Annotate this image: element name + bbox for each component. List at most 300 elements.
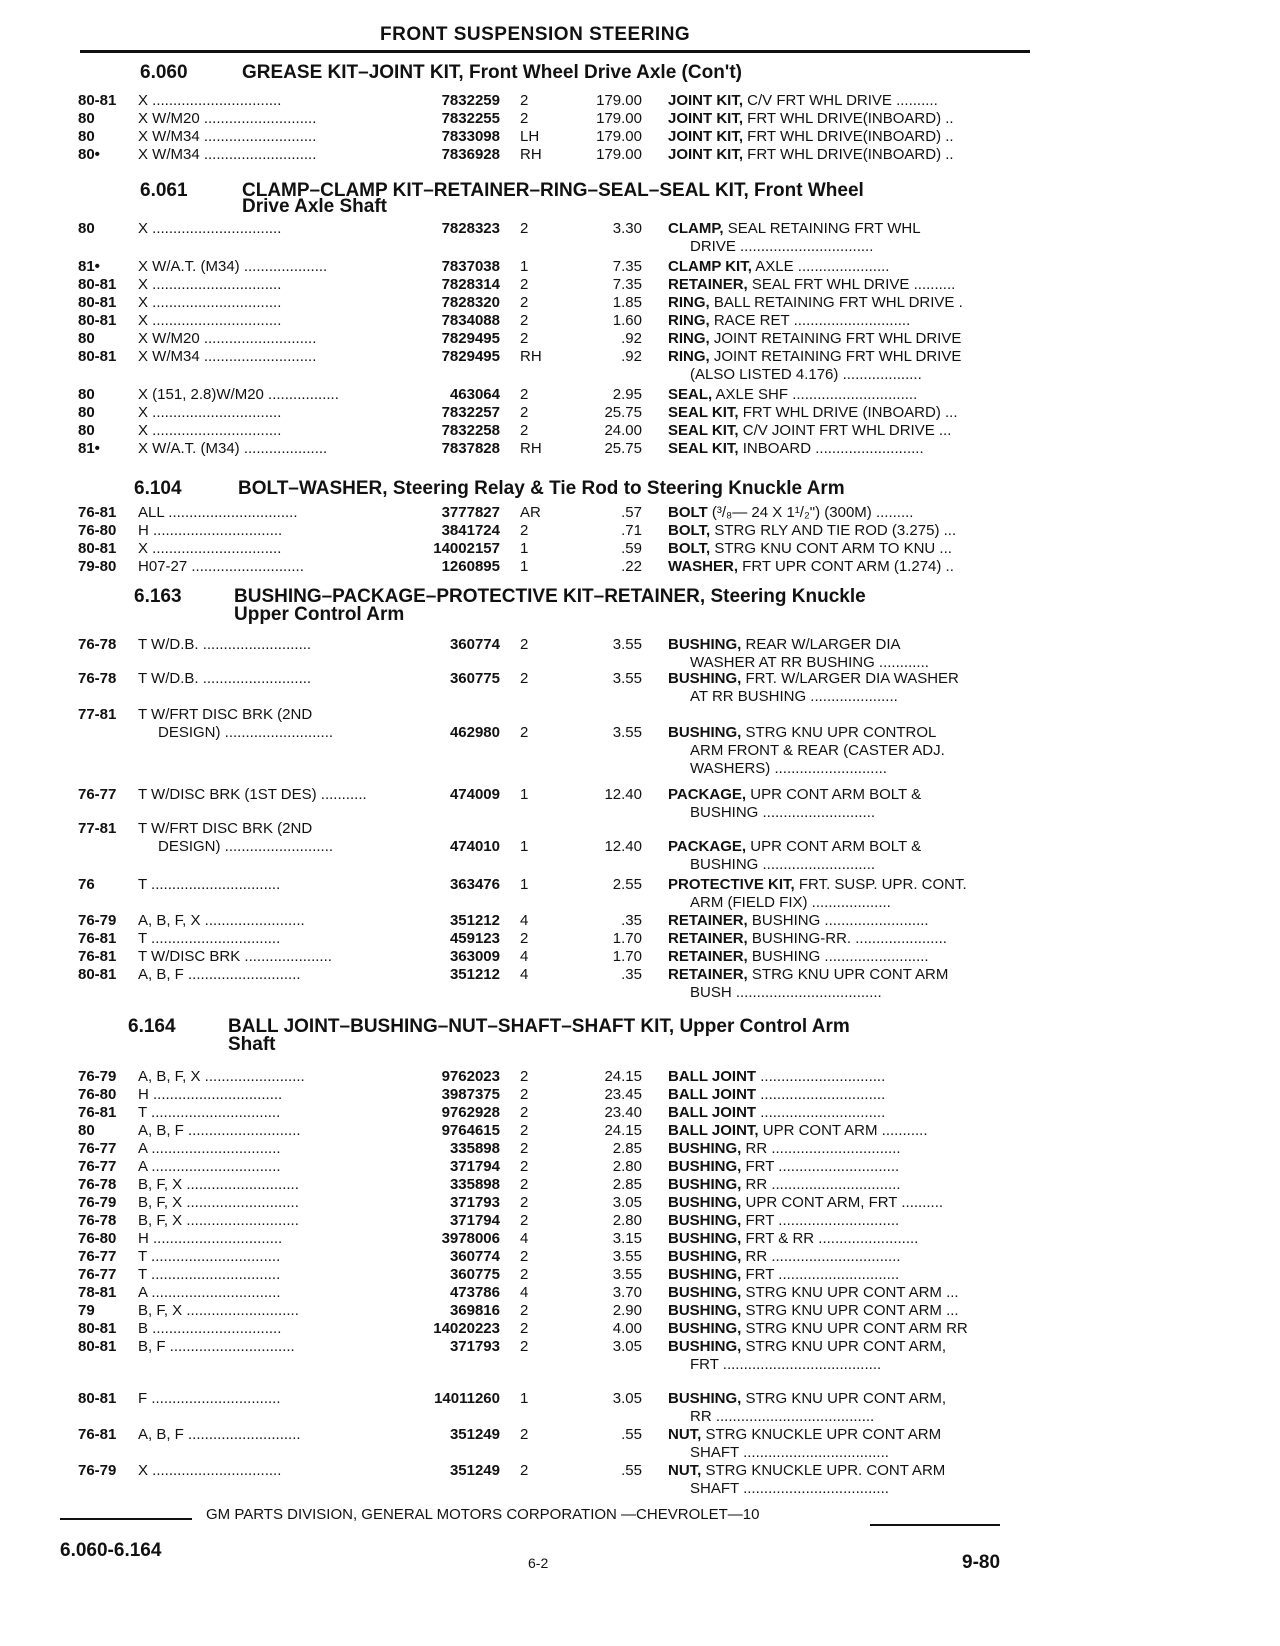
part-detail: STRG KNU UPR CONT ARM, xyxy=(741,1390,947,1407)
part-detail: SEAL RETAINING FRT WHL xyxy=(723,220,921,237)
part-name: BALL JOINT xyxy=(668,1068,757,1085)
part-name: BUSHING, xyxy=(668,1158,742,1175)
model-code: T W/D.B. .......................... xyxy=(138,636,312,653)
part-name: JOINT KIT, xyxy=(668,128,744,145)
price: .71 xyxy=(621,522,642,539)
price: .92 xyxy=(621,330,642,347)
part-number: 7834088 xyxy=(441,312,500,329)
model-code: B, F .............................. xyxy=(138,1338,295,1355)
model-code-cont: DESIGN) .......................... xyxy=(158,724,334,741)
quantity: 2 xyxy=(520,1104,529,1121)
part-description xyxy=(668,1086,1028,1103)
price: 2.85 xyxy=(612,1176,642,1193)
section-number: 6.061 xyxy=(140,180,188,201)
part-number: 371794 xyxy=(449,1212,500,1229)
model-years: 80-81 xyxy=(78,966,117,983)
section-subtitle: Drive Axle Shaft xyxy=(242,196,388,217)
part-number: 7833098 xyxy=(441,128,500,145)
part-name: BOLT, xyxy=(668,522,711,539)
part-description-cont: WASHERS) ........................... xyxy=(690,760,887,777)
model-code: H07-27 ........................... xyxy=(138,558,304,575)
quantity: 4 xyxy=(520,1284,529,1301)
model-years: 76-77 xyxy=(78,1248,117,1265)
part-name: BUSHING, xyxy=(668,1390,742,1407)
footer-rule-right xyxy=(870,1524,1000,1526)
model-code: B, F, X ........................... xyxy=(138,1194,299,1211)
part-name: RETAINER, xyxy=(668,966,748,983)
quantity: 2 xyxy=(520,220,529,237)
model-years: 76 xyxy=(78,876,95,893)
part-description xyxy=(668,724,1028,741)
quantity: 2 xyxy=(520,92,529,109)
quantity: 2 xyxy=(520,422,529,439)
part-detail: BUSHING ......................... xyxy=(747,948,929,965)
part-number: 9764615 xyxy=(441,1122,500,1139)
part-detail: FRT. W/LARGER DIA WASHER xyxy=(741,670,959,687)
part-detail: FRT WHL DRIVE(INBOARD) .. xyxy=(743,128,954,145)
price: 179.00 xyxy=(596,92,642,109)
price: 2.85 xyxy=(612,1140,642,1157)
section-title: BALL JOINT–BUSHING–NUT–SHAFT–SHAFT KIT, Upper Control Arm xyxy=(228,1016,850,1037)
model-code: X W/M20 ........................... xyxy=(138,110,317,127)
model-years: 76-79 xyxy=(78,1068,117,1085)
part-description xyxy=(668,1390,1028,1407)
part-number: 351212 xyxy=(449,912,500,929)
part-detail: STRG KNU CONT ARM TO KNU ... xyxy=(710,540,952,557)
section-title: BUSHING–PACKAGE–PROTECTIVE KIT–RETAINER, Steering Knuckle xyxy=(234,586,866,607)
price: .59 xyxy=(621,540,642,557)
part-name: RETAINER, xyxy=(668,276,748,293)
part-name: SEAL KIT, xyxy=(668,422,739,439)
model-years: 77-81 xyxy=(78,820,117,837)
part-number: 462980 xyxy=(449,724,500,741)
model-code: A, B, F ........................... xyxy=(138,966,301,983)
price: 7.35 xyxy=(612,258,642,275)
part-number: 7829495 xyxy=(441,348,500,365)
footer-page-number: 6-2 xyxy=(528,1555,549,1571)
part-detail: UPR CONT ARM, FRT .......... xyxy=(741,1194,944,1211)
price: 2.80 xyxy=(612,1158,642,1175)
model-code: X ............................... xyxy=(138,276,282,293)
part-description xyxy=(668,128,1028,145)
price: 179.00 xyxy=(596,110,642,127)
part-description xyxy=(668,636,1028,653)
part-description xyxy=(668,1320,1028,1337)
part-description xyxy=(668,92,1028,109)
part-number: 7837038 xyxy=(441,258,500,275)
part-detail: REAR W/LARGER DIA xyxy=(741,636,901,653)
part-description xyxy=(668,1212,1028,1229)
section-number: 6.060 xyxy=(140,62,188,83)
part-number: 369816 xyxy=(449,1302,500,1319)
price: 23.40 xyxy=(604,1104,642,1121)
part-name: BUSHING, xyxy=(668,636,742,653)
model-years: 76-81 xyxy=(78,948,117,965)
part-detail: JOINT RETAINING FRT WHL DRIVE xyxy=(709,330,962,347)
model-years: 79 xyxy=(78,1302,95,1319)
part-description xyxy=(668,1462,1028,1479)
part-description-cont: ARM (FIELD FIX) ................... xyxy=(690,894,891,911)
part-name: BALL JOINT, xyxy=(668,1122,759,1139)
part-name: BALL JOINT xyxy=(668,1104,757,1121)
quantity: RH xyxy=(520,348,542,365)
part-description xyxy=(668,348,1028,365)
model-code: A, B, F, X ........................ xyxy=(138,1068,305,1085)
model-years: 76-80 xyxy=(78,1086,117,1103)
part-number: 459123 xyxy=(449,930,500,947)
part-description-cont: RR ...................................... xyxy=(690,1408,875,1425)
model-years: 80-81 xyxy=(78,294,117,311)
model-years: 80-81 xyxy=(78,276,117,293)
part-description xyxy=(668,404,1028,421)
part-number: 463064 xyxy=(449,386,500,403)
model-code: X W/A.T. (M34) .................... xyxy=(138,258,328,275)
quantity: 1 xyxy=(520,838,529,855)
part-description xyxy=(668,386,1028,403)
part-number: 14011260 xyxy=(434,1390,500,1407)
price: 25.75 xyxy=(604,440,642,457)
part-detail: UPR CONT ARM ........... xyxy=(758,1122,928,1139)
quantity: 2 xyxy=(520,1086,529,1103)
price: .57 xyxy=(621,504,642,521)
part-description xyxy=(668,294,1028,311)
model-code: A ............................... xyxy=(138,1140,281,1157)
part-detail: FRT ............................. xyxy=(741,1158,900,1175)
part-number: 3841724 xyxy=(441,522,500,539)
model-years: 76-80 xyxy=(78,522,117,539)
model-code-cont: DESIGN) .......................... xyxy=(158,838,334,855)
price: 1.70 xyxy=(612,930,642,947)
part-number: 474010 xyxy=(449,838,500,855)
part-number: 351212 xyxy=(449,966,500,983)
footer-date: 9-80 xyxy=(962,1552,1001,1573)
quantity: AR xyxy=(520,504,541,521)
part-detail: FRT ............................. xyxy=(741,1266,900,1283)
model-years: 80-81 xyxy=(78,1390,117,1407)
model-code: H ............................... xyxy=(138,1086,283,1103)
model-years: 80• xyxy=(78,146,100,163)
model-code: X W/M34 ........................... xyxy=(138,348,317,365)
model-code: X W/A.T. (M34) .................... xyxy=(138,440,328,457)
part-detail: JOINT RETAINING FRT WHL DRIVE xyxy=(709,348,962,365)
quantity: 1 xyxy=(520,558,529,575)
quantity: 4 xyxy=(520,1230,529,1247)
part-name: WASHER, xyxy=(668,558,739,575)
quantity: 2 xyxy=(520,1462,529,1479)
quantity: 1 xyxy=(520,1390,529,1407)
part-name: CLAMP KIT, xyxy=(668,258,752,275)
part-detail: UPR CONT ARM BOLT & xyxy=(746,786,922,803)
part-number: 3987375 xyxy=(441,1086,500,1103)
model-years: 76-77 xyxy=(78,1158,117,1175)
model-years: 76-81 xyxy=(78,1104,117,1121)
quantity: 2 xyxy=(520,1338,529,1355)
part-description xyxy=(668,912,1028,929)
model-code: X ............................... xyxy=(138,422,282,439)
price: 179.00 xyxy=(596,128,642,145)
part-description xyxy=(668,1140,1028,1157)
footer-text: GM PARTS DIVISION, GENERAL MOTORS CORPORATION —CHEVROLET—10 xyxy=(206,1506,760,1523)
part-description xyxy=(668,1194,1028,1211)
price: 3.55 xyxy=(612,670,642,687)
part-description xyxy=(668,1338,1028,1355)
model-code: T W/D.B. .......................... xyxy=(138,670,312,687)
model-years: 76-81 xyxy=(78,1426,117,1443)
part-description-cont: SHAFT ................................... xyxy=(690,1480,889,1497)
quantity: 2 xyxy=(520,724,529,741)
part-name: NUT, xyxy=(668,1426,702,1443)
part-description xyxy=(668,966,1028,983)
model-years: 81• xyxy=(78,258,100,275)
quantity: 2 xyxy=(520,1266,529,1283)
footer-rule-left xyxy=(60,1518,192,1520)
part-number: 360774 xyxy=(449,1248,500,1265)
part-description xyxy=(668,838,1028,855)
part-detail: SEAL FRT WHL DRIVE .......... xyxy=(747,276,956,293)
price: 1.70 xyxy=(612,948,642,965)
price: 24.00 xyxy=(604,422,642,439)
part-detail: (³/₈— 24 X 1¹/₂") (300M) ......... xyxy=(707,504,914,521)
part-description-cont: FRT ...................................... xyxy=(690,1356,882,1373)
quantity: 2 xyxy=(520,330,529,347)
part-number: 7828323 xyxy=(441,220,500,237)
part-detail: .............................. xyxy=(756,1104,886,1121)
part-number: 7832259 xyxy=(441,92,500,109)
part-detail: C/V JOINT FRT WHL DRIVE ... xyxy=(738,422,952,439)
section-title: BOLT–WASHER, Steering Relay & Tie Rod to Steering Knuckle Arm xyxy=(238,478,845,499)
model-code: H ............................... xyxy=(138,522,283,539)
model-code: X ............................... xyxy=(138,404,282,421)
part-description xyxy=(668,110,1028,127)
model-years: 78-81 xyxy=(78,1284,117,1301)
part-description xyxy=(668,276,1028,293)
part-detail: FRT UPR CONT ARM (1.274) .. xyxy=(738,558,954,575)
quantity: 2 xyxy=(520,1212,529,1229)
part-name: BOLT, xyxy=(668,540,711,557)
part-name: NUT, xyxy=(668,1462,702,1479)
quantity: 2 xyxy=(520,1068,529,1085)
part-name: BALL JOINT xyxy=(668,1086,757,1103)
part-description xyxy=(668,930,1028,947)
model-years: 80-81 xyxy=(78,312,117,329)
part-description xyxy=(668,220,1028,237)
model-code: ALL ............................... xyxy=(138,504,298,521)
price: .55 xyxy=(621,1462,642,1479)
section-number: 6.104 xyxy=(134,478,182,499)
price: 3.55 xyxy=(612,1248,642,1265)
model-code: T ............................... xyxy=(138,1266,281,1283)
part-detail: STRG KNU UPR CONT ARM ... xyxy=(741,1284,959,1301)
model-years: 80-81 xyxy=(78,348,117,365)
model-code: X ............................... xyxy=(138,540,282,557)
price: 2.80 xyxy=(612,1212,642,1229)
model-code: B, F, X ........................... xyxy=(138,1176,299,1193)
model-years: 76-80 xyxy=(78,1230,117,1247)
quantity: 1 xyxy=(520,540,529,557)
quantity: 1 xyxy=(520,876,529,893)
part-name: JOINT KIT, xyxy=(668,110,744,127)
price: 24.15 xyxy=(604,1122,642,1139)
part-name: RETAINER, xyxy=(668,930,748,947)
model-code: T W/DISC BRK ..................... xyxy=(138,948,332,965)
part-detail: FRT WHL DRIVE(INBOARD) .. xyxy=(743,110,954,127)
quantity: RH xyxy=(520,440,542,457)
part-number: 7837828 xyxy=(441,440,500,457)
part-number: 7828314 xyxy=(441,276,500,293)
part-name: BUSHING, xyxy=(668,1194,742,1211)
price: 12.40 xyxy=(604,838,642,855)
model-code: T ............................... xyxy=(138,876,281,893)
price: 179.00 xyxy=(596,146,642,163)
model-code: T ............................... xyxy=(138,930,281,947)
model-years: 80-81 xyxy=(78,540,117,557)
model-years: 76-77 xyxy=(78,786,117,803)
price: 3.55 xyxy=(612,636,642,653)
part-description-cont: WASHER AT RR BUSHING ............ xyxy=(690,654,929,671)
model-years: 80-81 xyxy=(78,1320,117,1337)
part-number: 363476 xyxy=(449,876,500,893)
model-code: A, B, F, X ........................ xyxy=(138,912,305,929)
header-rule xyxy=(80,50,1030,53)
part-description xyxy=(668,1158,1028,1175)
model-years: 76-81 xyxy=(78,504,117,521)
quantity: 4 xyxy=(520,966,529,983)
quantity: 2 xyxy=(520,1302,529,1319)
part-description xyxy=(668,1302,1028,1319)
part-detail: FRT. SUSP. UPR. CONT. xyxy=(794,876,967,893)
part-number: 335898 xyxy=(449,1140,500,1157)
part-detail: STRG KNU UPR CONT ARM RR xyxy=(741,1320,968,1337)
price: 25.75 xyxy=(604,404,642,421)
model-years: 76-77 xyxy=(78,1140,117,1157)
model-years: 76-77 xyxy=(78,1266,117,1283)
quantity: 4 xyxy=(520,912,529,929)
part-number: 371793 xyxy=(449,1338,500,1355)
part-detail: .............................. xyxy=(756,1068,886,1085)
model-years: 80 xyxy=(78,1122,95,1139)
part-number: 351249 xyxy=(449,1462,500,1479)
quantity: 2 xyxy=(520,1248,529,1265)
model-code: B ............................... xyxy=(138,1320,282,1337)
part-detail: STRG KNU UPR CONTROL xyxy=(741,724,937,741)
part-number: 371793 xyxy=(449,1194,500,1211)
price: 1.85 xyxy=(612,294,642,311)
quantity: 2 xyxy=(520,670,529,687)
part-description xyxy=(668,330,1028,347)
price: .92 xyxy=(621,348,642,365)
part-detail: RACE RET ............................ xyxy=(709,312,911,329)
model-code: A ............................... xyxy=(138,1158,281,1175)
part-number: 360775 xyxy=(449,1266,500,1283)
quantity: 2 xyxy=(520,636,529,653)
price: 2.90 xyxy=(612,1302,642,1319)
part-detail: STRG KNU UPR CONT ARM ... xyxy=(741,1302,959,1319)
model-code: T W/FRT DISC BRK (2ND xyxy=(138,820,313,837)
price: 4.00 xyxy=(612,1320,642,1337)
part-description xyxy=(668,1068,1028,1085)
quantity: 2 xyxy=(520,1158,529,1175)
part-name: RETAINER, xyxy=(668,948,748,965)
part-detail: STRG KNU UPR CONT ARM, xyxy=(741,1338,947,1355)
part-detail: BUSHING-RR. ...................... xyxy=(747,930,947,947)
model-years: 80-81 xyxy=(78,1338,117,1355)
price: 3.70 xyxy=(612,1284,642,1301)
section-subtitle: Upper Control Arm xyxy=(234,604,405,625)
quantity: 2 xyxy=(520,1122,529,1139)
part-number: 3777827 xyxy=(441,504,500,521)
quantity: 1 xyxy=(520,786,529,803)
quantity: LH xyxy=(520,128,540,145)
price: 23.45 xyxy=(604,1086,642,1103)
part-number: 351249 xyxy=(449,1426,500,1443)
price: 24.15 xyxy=(604,1068,642,1085)
model-years: 80 xyxy=(78,404,95,421)
part-number: 363009 xyxy=(449,948,500,965)
model-code: X ............................... xyxy=(138,294,282,311)
part-description xyxy=(668,558,1028,575)
part-detail: BALL RETAINING FRT WHL DRIVE . xyxy=(709,294,963,311)
part-description xyxy=(668,1176,1028,1193)
model-years: 80 xyxy=(78,128,95,145)
quantity: 2 xyxy=(520,294,529,311)
part-description xyxy=(668,522,1028,539)
model-code: A, B, F ........................... xyxy=(138,1122,301,1139)
model-code: B, F, X ........................... xyxy=(138,1302,299,1319)
model-code: T W/FRT DISC BRK (2ND xyxy=(138,706,313,723)
model-code: X (151, 2.8)W/M20 ................. xyxy=(138,386,339,403)
quantity: 2 xyxy=(520,1176,529,1193)
part-number: 335898 xyxy=(449,1176,500,1193)
part-description xyxy=(668,540,1028,557)
part-detail: BUSHING ......................... xyxy=(747,912,929,929)
part-number: 7828320 xyxy=(441,294,500,311)
part-description-cont: DRIVE ................................ xyxy=(690,238,874,255)
part-number: 9762023 xyxy=(441,1068,500,1085)
price: 3.30 xyxy=(612,220,642,237)
part-number: 9762928 xyxy=(441,1104,500,1121)
model-code: T W/DISC BRK (1ST DES) ........... xyxy=(138,786,367,803)
quantity: 2 xyxy=(520,386,529,403)
price: 3.05 xyxy=(612,1338,642,1355)
part-number: 360774 xyxy=(449,636,500,653)
part-description-cont: BUSH ................................... xyxy=(690,984,882,1001)
part-detail: RR ............................... xyxy=(741,1248,901,1265)
part-description xyxy=(668,440,1028,457)
part-name: BUSHING, xyxy=(668,724,742,741)
quantity: 1 xyxy=(520,258,529,275)
part-name: RING, xyxy=(668,312,710,329)
section-subtitle: Shaft xyxy=(228,1034,276,1055)
part-description xyxy=(668,312,1028,329)
model-years: 80 xyxy=(78,422,95,439)
model-code: X ............................... xyxy=(138,220,282,237)
part-detail: INBOARD .......................... xyxy=(738,440,924,457)
part-description xyxy=(668,1426,1028,1443)
part-description-cont: BUSHING ........................... xyxy=(690,804,876,821)
part-detail: FRT WHL DRIVE (INBOARD) ... xyxy=(738,404,958,421)
quantity: 2 xyxy=(520,404,529,421)
section-title: GREASE KIT–JOINT KIT, Front Wheel Drive Axle (Con't) xyxy=(242,62,742,83)
model-code: X ............................... xyxy=(138,1462,282,1479)
quantity: 2 xyxy=(520,276,529,293)
part-name: BUSHING, xyxy=(668,1338,742,1355)
model-code: X ............................... xyxy=(138,92,282,109)
part-number: 7832257 xyxy=(441,404,500,421)
model-years: 79-80 xyxy=(78,558,117,575)
part-description xyxy=(668,1284,1028,1301)
part-number: 14002157 xyxy=(433,540,500,557)
quantity: 2 xyxy=(520,930,529,947)
